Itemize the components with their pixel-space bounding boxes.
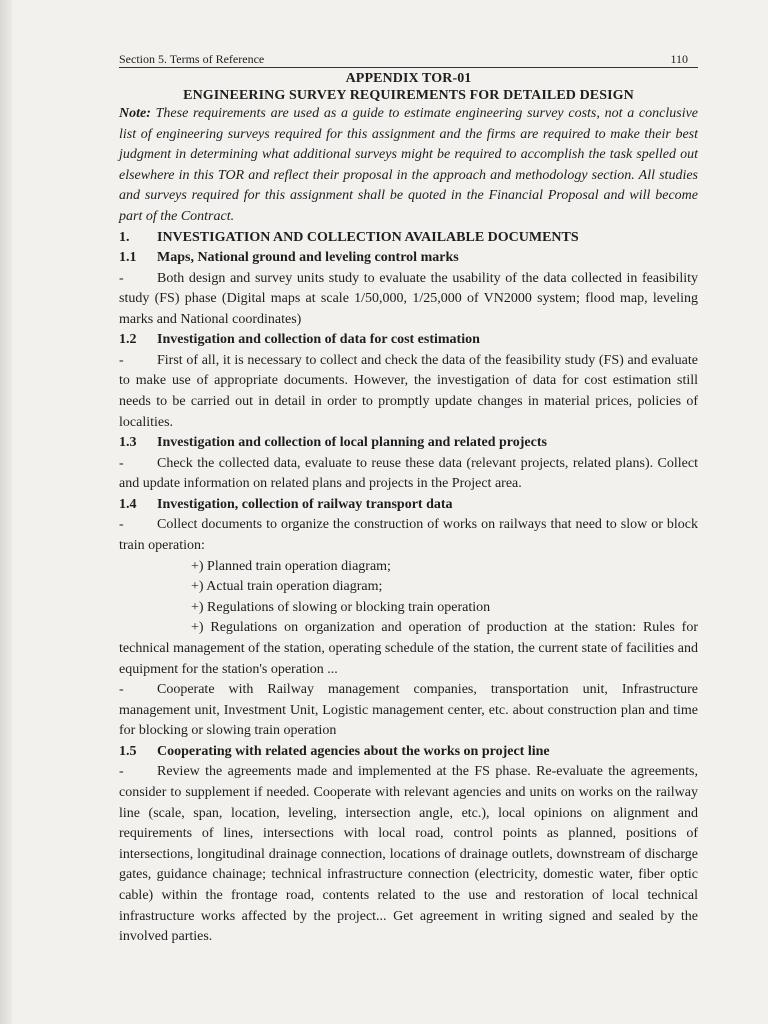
subsection-title: Investigation, collection of railway transport data bbox=[157, 496, 453, 512]
scan-edge bbox=[0, 0, 12, 1024]
list-item-long: +) Regulations on organization and operation of production at the station: Rules for technical management of the station, operating schedule of the station, the current state of facilities and equipment for the station's operation ... bbox=[119, 620, 698, 677]
note-paragraph bbox=[119, 104, 698, 228]
paragraph-text: Collect documents to organize the construction of works on railways that need to slow or block train operation: bbox=[119, 517, 698, 553]
appendix-title: APPENDIX TOR-01 bbox=[345, 71, 472, 86]
subsection-1-2-paragraph bbox=[119, 351, 698, 433]
note-text: These requirements are used as a guide to estimate engineering survey costs, not a conclusive list of engineering surveys required for this assignment and the firms are required to make their best judgment in determining what additional surveys might be required to accomplish the task spelled out elsewhere in this TOR and reflect their proposal in the approach and methodology section. All studies and surveys required for this assignment shall be quoted in the Financial Proposal and will become part of the Contract. bbox=[119, 106, 699, 224]
paragraph-text: First of all, it is necessary to collect and check the data of the feasibility study (FS) and evaluate to make use of appropriate documents. However, the investigation of data for cost estimation still needs to be carried out in detail in order to promptly update changes in material prices, policies of localities. bbox=[119, 352, 698, 430]
bullet-dash: - bbox=[119, 270, 124, 286]
section-label: Section 5. Terms of Reference bbox=[119, 52, 265, 66]
bullet-dash: - bbox=[119, 764, 124, 780]
subsection-1-4-paragraph-2 bbox=[119, 680, 698, 742]
page-header bbox=[119, 52, 698, 68]
paragraph-text: Both design and survey units study to evaluate the usability of the data collected in feasibility study (FS) phase (Digital maps at scale 1/50,000, 1/25,000 of VN2000 system; flood map, leveling marks and National coordinates) bbox=[119, 270, 698, 327]
subsection-number: 1.4 bbox=[119, 496, 137, 512]
document-page bbox=[119, 52, 698, 948]
note-label: Note: bbox=[119, 106, 151, 121]
section-number: 1. bbox=[119, 229, 130, 245]
subsection-1-4-heading bbox=[119, 495, 698, 516]
subsection-1-1-paragraph bbox=[119, 269, 698, 331]
section-title: INVESTIGATION AND COLLECTION AVAILABLE DOCUMENTS bbox=[157, 229, 579, 245]
main-title: ENGINEERING SURVEY REQUIREMENTS FOR DETAILED DESIGN bbox=[183, 88, 634, 103]
list-item: +) Regulations of slowing or blocking train operation bbox=[191, 599, 491, 615]
list-item: +) Planned train operation diagram; bbox=[191, 558, 391, 574]
subsection-number: 1.1 bbox=[119, 250, 137, 266]
list-item: +) Actual train operation diagram; bbox=[191, 579, 383, 595]
bullet-dash: - bbox=[119, 352, 124, 368]
subsection-title: Investigation and collection of data for cost estimation bbox=[157, 332, 480, 348]
subsection-1-3-paragraph bbox=[119, 454, 698, 495]
subsection-title: Cooperating with related agencies about the works on project line bbox=[157, 743, 550, 759]
paragraph-text: Cooperate with Railway management companies, transportation unit, Infrastructure management unit, Investment Unit, Logistic management center, etc. about construction plan and time for blocking or slowing train operation bbox=[119, 682, 698, 739]
bullet-dash: - bbox=[119, 517, 124, 533]
bullet-dash: - bbox=[119, 682, 124, 698]
subsection-1-5-heading bbox=[119, 742, 698, 763]
bullet-dash: - bbox=[119, 455, 124, 471]
subsection-number: 1.2 bbox=[119, 332, 137, 348]
section-1-heading bbox=[119, 228, 698, 249]
subsection-1-5-paragraph bbox=[119, 762, 698, 947]
subsection-1-2-heading bbox=[119, 330, 698, 351]
subsection-1-3-heading bbox=[119, 433, 698, 454]
subsection-number: 1.3 bbox=[119, 435, 137, 451]
subsection-title: Investigation and collection of local planning and related projects bbox=[157, 435, 547, 451]
paragraph-text: Review the agreements made and implemented at the FS phase. Re-evaluate the agreements, consider to supplement if needed. Cooperate with relevant agencies and units on works on the railway line (scale, span, location, leveling, intersection angle, etc.), local opinions on alignment and requirements of lines, intersections with local road, control points as planned, positions of intersections, longitudinal drainage connection, locations of drainage outlets, downstream of discharge gates, guidance chainage; technical infrastructure connection (electricity, domestic water, fiber optic cable) within the frontage road, contents related to the use and restoration of local technical infrastructure works affected by the project... Get agreement in writing signed and sealed by the involved parties. bbox=[119, 764, 698, 945]
subsection-number: 1.5 bbox=[119, 743, 137, 759]
subsection-1-1-heading bbox=[119, 248, 698, 269]
subsection-title: Maps, National ground and leveling control marks bbox=[157, 250, 459, 266]
subsection-1-4-paragraph bbox=[119, 515, 698, 556]
paragraph-text: Check the collected data, evaluate to reuse these data (relevant projects, related plans). Collect and update information on related plans and projects in the Project area. bbox=[119, 455, 698, 492]
page-number: 110 bbox=[670, 52, 688, 66]
